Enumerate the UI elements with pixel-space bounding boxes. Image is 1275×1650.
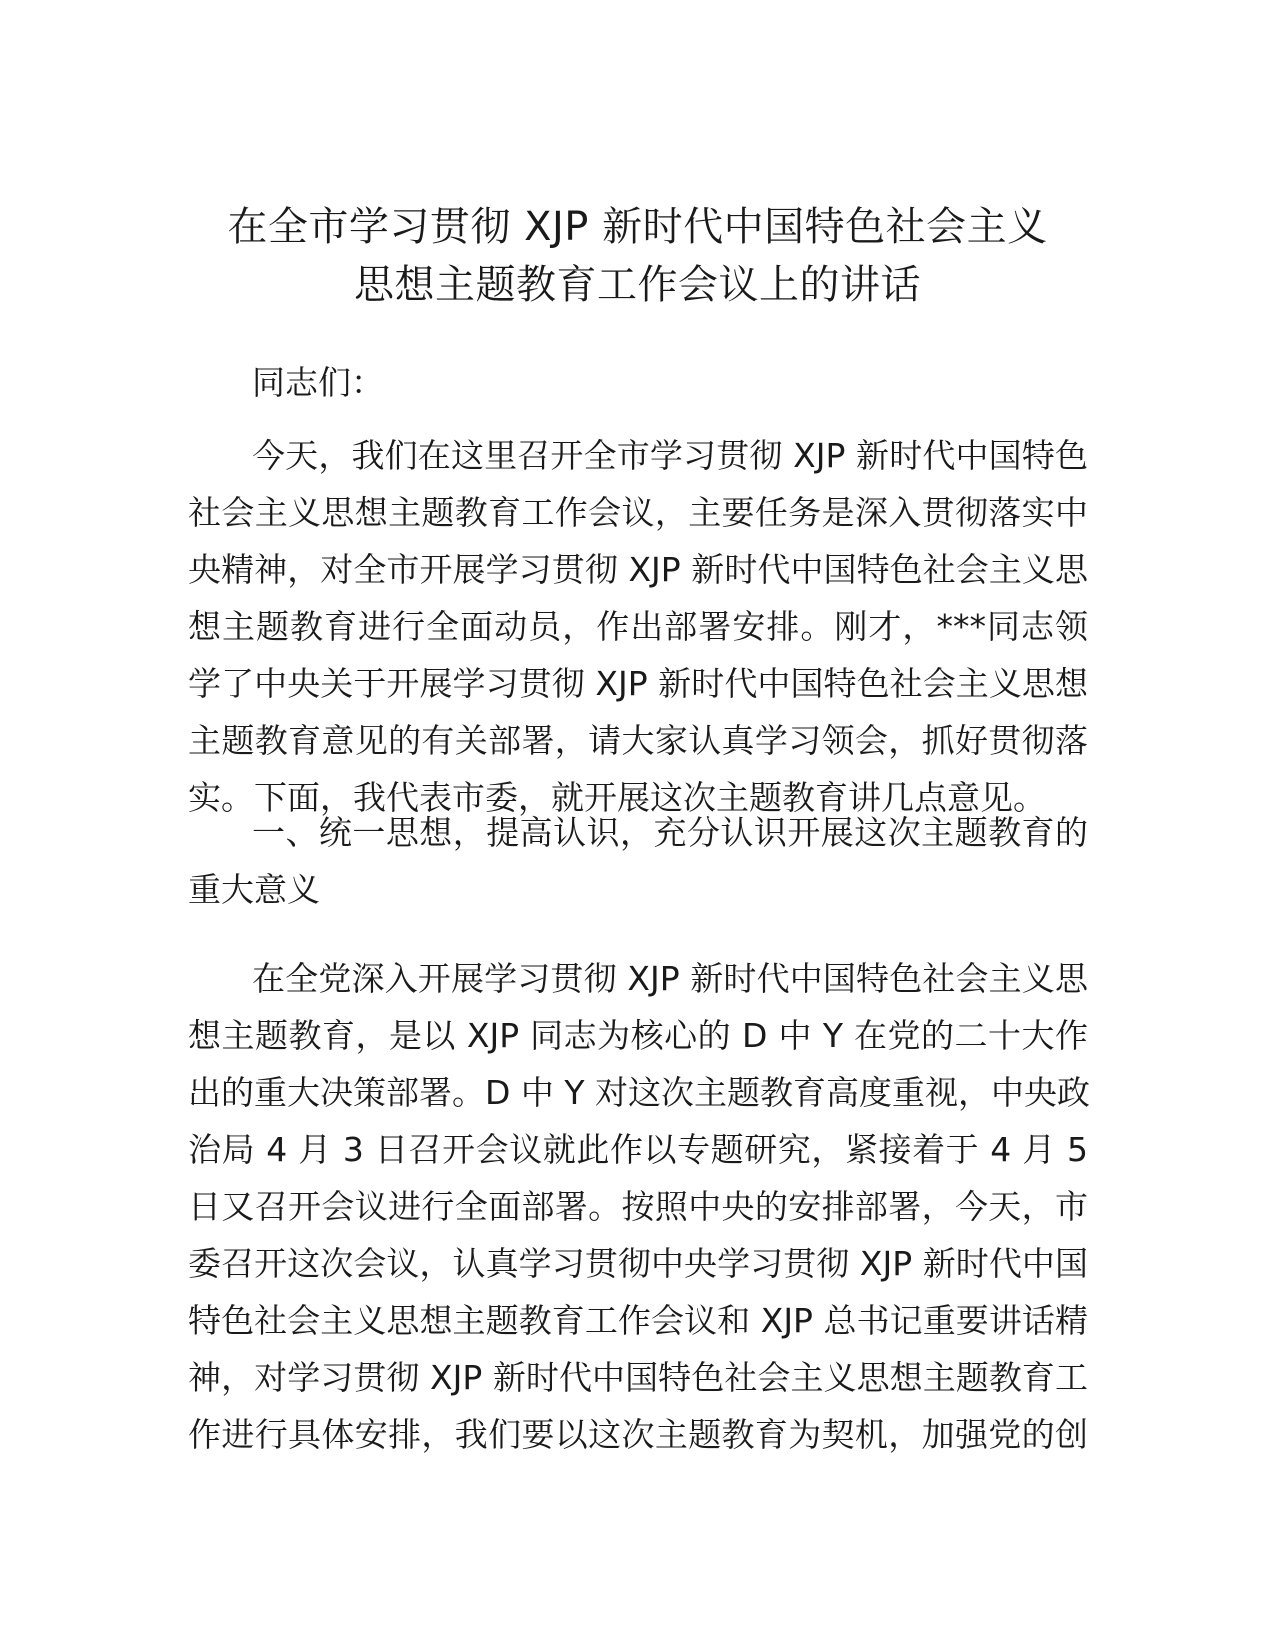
paragraph-line: 在全党深入开展学习贯彻 XJP 新时代中国特色社会主义思 <box>252 959 1088 998</box>
paragraph-line: 委召开这次会议，认真学习贯彻中央学习贯彻 XJP 新时代中国 <box>188 1244 1088 1283</box>
paragraph-line: 实。下面，我代表市委，就开展这次主题教育讲几点意见。 <box>188 778 1046 817</box>
paragraph-line: 神，对学习贯彻 XJP 新时代中国特色社会主义思想主题教育工 <box>188 1358 1088 1397</box>
paragraph-line: 特色社会主义思想主题教育工作会议和 XJP 总书记重要讲话精 <box>188 1301 1088 1340</box>
salutation <box>188 354 1088 411</box>
title-line-2: 思想主题教育工作会议上的讲话 <box>354 262 921 308</box>
paragraph-line: 主题教育意见的有关部署，请大家认真学习领会，抓好贯彻落 <box>188 721 1088 760</box>
paragraph-line: 出的重大决策部署。D 中 Y 对这次主题教育高度重视，中央政 <box>188 1073 1091 1112</box>
heading-line: 一、统一思想，提高认识，充分认识开展这次主题教育的 <box>252 813 1088 852</box>
paragraph-line: 今天，我们在这里召开全市学习贯彻 XJP 新时代中国特色 <box>252 436 1088 475</box>
salutation-text: 同志们： <box>252 363 384 402</box>
section-heading-1 <box>188 804 1088 918</box>
paragraph-line: 想主题教育，是以 XJP 同志为核心的 D 中 Y 在党的二十大作 <box>188 1016 1088 1055</box>
paragraph-line: 想主题教育进行全面动员，作出部署安排。刚才，***同志领 <box>188 607 1088 646</box>
heading-line: 重大意义 <box>188 870 320 909</box>
paragraph-line: 作进行具体安排，我们要以这次主题教育为契机，加强党的创 <box>188 1415 1088 1454</box>
paragraph-2 <box>188 950 1091 1463</box>
paragraph-line: 治局 4 月 3 日召开会议就此作以专题研究，紧接着于 4 月 5 <box>188 1130 1088 1169</box>
paragraph-1 <box>188 427 1088 826</box>
title-line-1: 在全市学习贯彻 XJP 新时代中国特色社会主义 <box>227 204 1048 250</box>
document-title <box>150 198 1125 314</box>
paragraph-line: 日又召开会议进行全面部署。按照中央的安排部署，今天，市 <box>188 1187 1088 1226</box>
paragraph-line: 学了中央关于开展学习贯彻 XJP 新时代中国特色社会主义思想 <box>188 664 1088 703</box>
paragraph-line: 央精神，对全市开展学习贯彻 XJP 新时代中国特色社会主义思 <box>188 550 1088 589</box>
paragraph-line: 社会主义思想主题教育工作会议，主要任务是深入贯彻落实中 <box>188 493 1088 532</box>
